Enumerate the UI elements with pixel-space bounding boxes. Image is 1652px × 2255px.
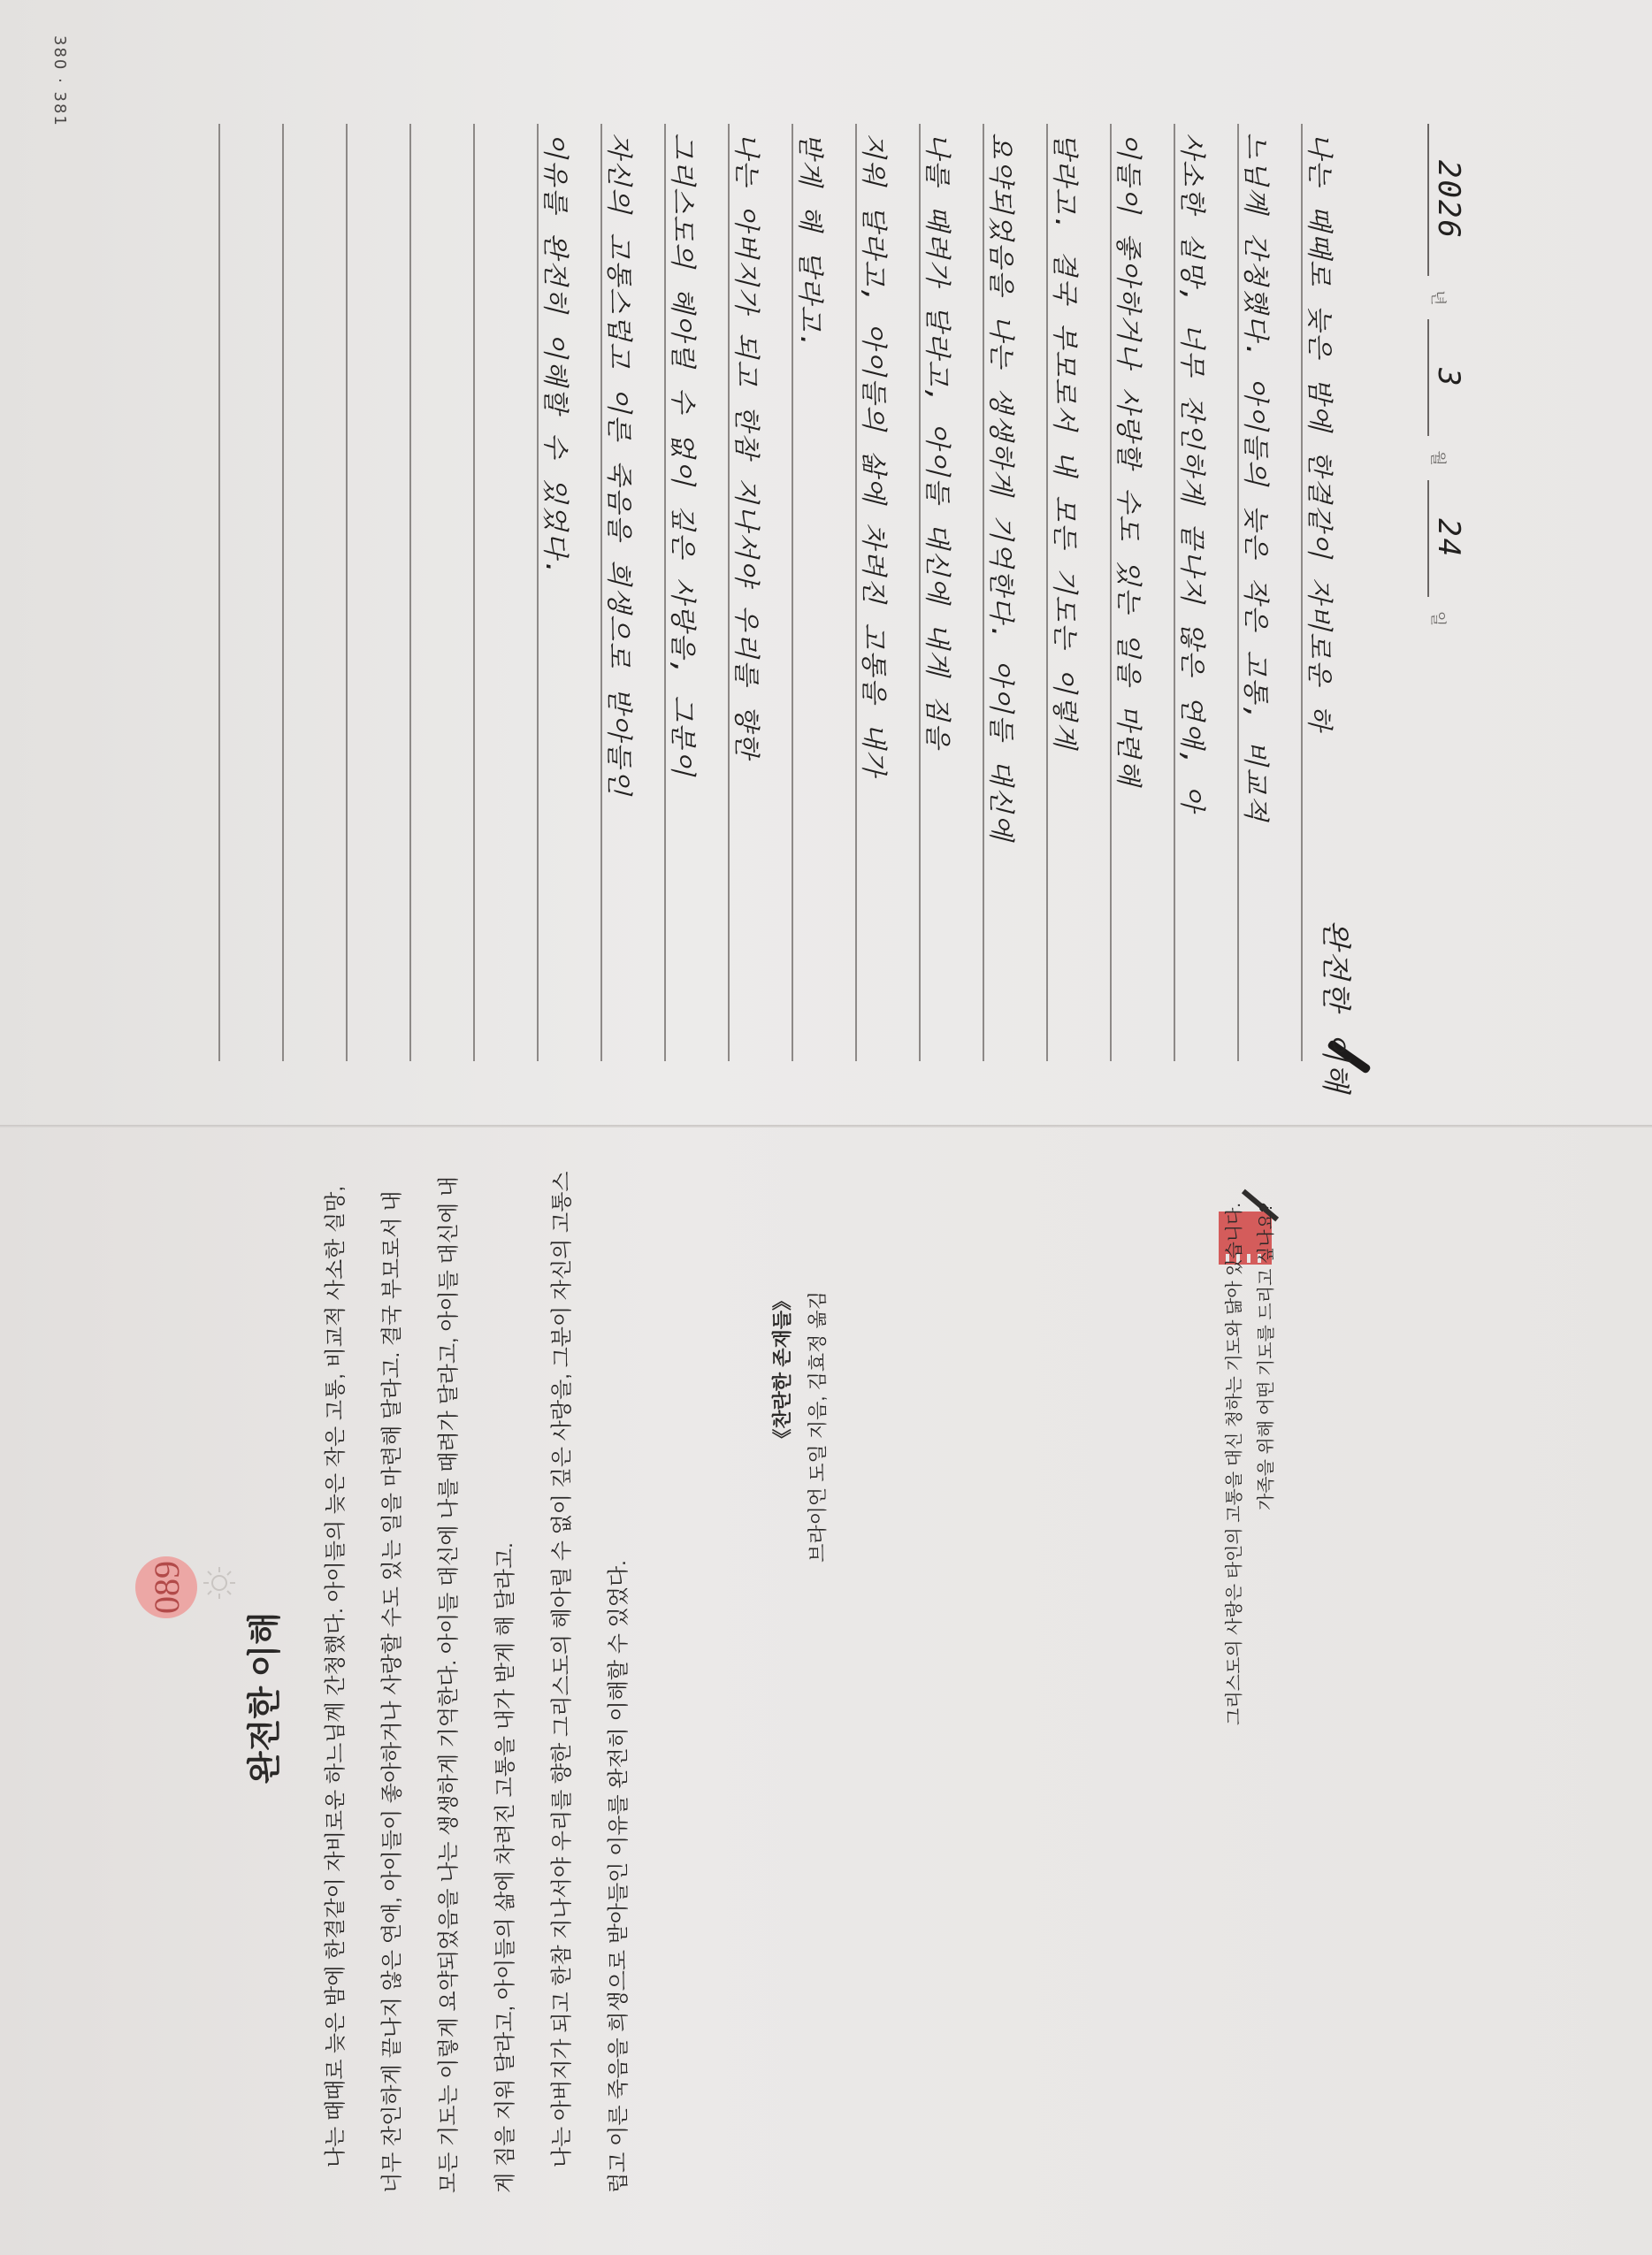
date-day-unit: 일 [1428, 610, 1447, 627]
diary-line: 지워 달라고, 아이들의 삶에 차려진 고통을 내가 [858, 133, 889, 778]
date-month-unit: 월 [1428, 450, 1447, 466]
reflection-prompt [1219, 1203, 1282, 2087]
ruled-line [218, 124, 220, 1061]
date-year-unit: 년 [1428, 290, 1447, 306]
diary-line: 이들이 좋아하거나 사랑할 수도 있는 일을 마련해 [1113, 133, 1143, 787]
diary-title: 완전한 이해 [1318, 920, 1353, 1094]
page-numbers: 380 · 381 [50, 35, 69, 127]
source-title: 《찬란한 존재들》 [771, 1291, 793, 1449]
diary-line: 달라고. 결국 부모로서 내 모든 기도는 이렇게 [1049, 133, 1080, 751]
diary-line: 나는 때때로 늦은 밤에 한결같이 자비로운 하 [1304, 133, 1335, 733]
diary-line: 느님께 간청했다. 아이들의 늦은 작은 고통, 비교적 [1240, 133, 1271, 823]
diary-line: 사소한 실망, 너무 잔인하게 끝나지 않은 연애, 아 [1176, 133, 1207, 814]
day-number: 089 [146, 1561, 187, 1614]
day-number-badge [135, 1556, 197, 1618]
diary-line: 이유를 완전히 이해할 수 있었다. [539, 133, 570, 578]
ruled-line [346, 124, 348, 1061]
article-paragraph-1: 나는 때때로 늦은 밤에 한결같이 자비로운 하느님께 간청했다. 아이들의 늦은 작은 고통, 비교적 사소한 실망, 너무 잔인하게 끝나지 않은 연애, 아이들이 좋아하거나 사랑할 수도 있는 일을 마련해 달라고. 결국 부모로서 내 모든 기도는 이렇게 요약되었음을 나는 생생하게 기억한다. 아이들 대신에 나를 때려가 달라고, 아이들 대신에 내게 짐을 지워 달라고, 아이들의 삶에 차려진 고통을 내가 받게 해 달라고. [324, 1176, 517, 2193]
article [210, 1150, 1360, 2246]
ruled-line [282, 124, 284, 1061]
source-credit: 브라이언 도일 지음, 김효정 옮김 [807, 1291, 829, 1563]
diary-line: 자신의 고통스럽고 이른 죽음을 희생으로 받아들인 [603, 133, 634, 797]
ruled-line [473, 124, 475, 1061]
diary-line: 받게 해 달라고. [794, 133, 825, 351]
date-month: 3 [1427, 319, 1466, 436]
article-title: 완전한 이해 [247, 1611, 284, 1785]
ruled-line [409, 124, 411, 1061]
diary-line: 그리스도의 헤아릴 수 없이 깊은 사랑을, 그분이 [667, 133, 698, 778]
article-body [308, 1167, 647, 2193]
prompt-line-1: 그리스도의 사랑은 타인의 고통을 대신 청하는 기도와 닮아 있습니다. [1225, 1203, 1244, 1725]
diary-line: 요약되었음을 나는 생생하게 기억한다. 아이들 대신에 [985, 133, 1016, 842]
prompt-line-2: 가족을 위해 어떤 기도를 드리고 싶나요? [1257, 1203, 1276, 1511]
diary-line: 나를 때려가 달라고, 아이들 대신에 내게 짐을 [922, 133, 952, 751]
diary-line: 나는 아버지가 되고 한참 지나서야 우리를 향한 [730, 133, 761, 760]
date-year: 2026 [1427, 124, 1466, 276]
date-day: 24 [1427, 480, 1466, 597]
article-paragraph-2: 나는 아버지가 되고 한참 지나서야 우리를 향한 그리스도의 헤아릴 수 없이 깊은 사랑을, 그분이 자신의 고통스럽고 이른 죽음을 희생으로 받아들인 이유를 완전히 이해할 수 있었다. [550, 1171, 631, 2193]
